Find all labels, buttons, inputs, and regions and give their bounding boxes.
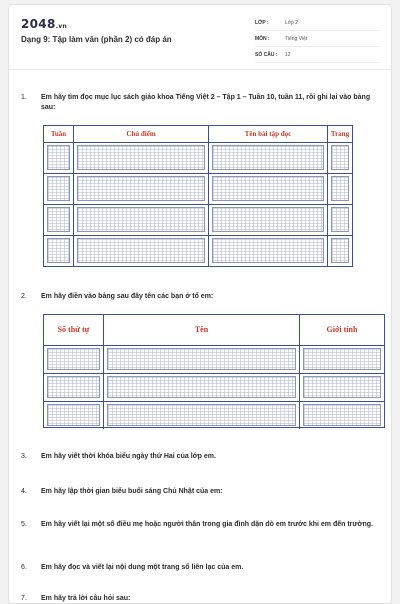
table-cell[interactable] (44, 401, 104, 429)
meta-key: SỐ CÂU : (255, 51, 278, 58)
table-cell[interactable] (209, 173, 328, 204)
question-number: 7. (21, 595, 27, 602)
writing-grid (77, 238, 205, 263)
writing-grid (47, 238, 70, 263)
table-cell[interactable] (44, 204, 74, 235)
table-cell[interactable] (300, 373, 384, 401)
question-4 (21, 487, 381, 499)
writing-grid (212, 176, 324, 201)
writing-grid (212, 145, 324, 170)
column-header-index: Số thứ tự (44, 315, 104, 345)
writing-grid (212, 207, 324, 232)
table-cell[interactable] (44, 142, 74, 173)
table-cell[interactable] (300, 401, 384, 429)
table-row (44, 204, 352, 236)
writing-grid (107, 404, 296, 426)
writing-grid (47, 348, 100, 370)
writing-grid (331, 176, 349, 201)
question-text: Em hãy viết lại một số điều mẹ hoặc người thân trong gia đình dặn dò em trước khi em đến trường. (41, 521, 373, 528)
writing-grid (107, 348, 296, 370)
table-row (44, 373, 384, 402)
writing-grid (47, 376, 100, 398)
question-text: Em hãy tìm đọc mục lục sách giáo khoa Tiếng Việt 2 – Tập 1 – Tuần 10, tuần 11, rồi ghi lại vào bảng sau: (41, 94, 371, 111)
writing-grid (303, 404, 381, 426)
writing-grid (303, 376, 381, 398)
question-6 (21, 563, 381, 575)
writing-grid (107, 376, 296, 398)
table-cell[interactable] (209, 142, 328, 173)
table-cell[interactable] (328, 235, 352, 266)
column-header-gender: Giới tính (326, 325, 358, 334)
meta-row-subject (255, 31, 381, 47)
table-row (44, 142, 352, 174)
writing-grid (47, 145, 70, 170)
document-page (8, 4, 392, 604)
table-row (44, 173, 352, 205)
writing-grid (47, 404, 100, 426)
table-cell[interactable] (209, 235, 328, 266)
table-cell[interactable] (74, 235, 209, 266)
question-number: 1. (21, 94, 27, 101)
table-cell[interactable] (44, 345, 104, 373)
question-number: 6. (21, 564, 27, 571)
question-text: Em hãy viết thời khóa biểu ngày thứ Hai của lớp em. (41, 453, 216, 460)
writing-grid (77, 176, 205, 201)
writing-grid (47, 176, 70, 201)
meta-key: MÔN : (255, 35, 270, 42)
writing-grid (212, 238, 324, 263)
table-cell[interactable] (104, 401, 300, 429)
document-header (9, 5, 391, 70)
meta-row-class (255, 15, 381, 31)
question-2 (21, 292, 381, 304)
writing-grid (47, 207, 70, 232)
question-text: Em hãy trả lời câu hỏi sau: (41, 595, 131, 602)
meta-value: Lớp 2 (285, 19, 299, 26)
column-header-page: Trang (330, 130, 350, 138)
table-row (44, 235, 352, 266)
question-3 (21, 452, 381, 464)
question-number: 3. (21, 453, 27, 460)
table-cell[interactable] (44, 373, 104, 401)
question-7 (21, 594, 381, 604)
site-logo[interactable]: 2048.vn (21, 17, 67, 31)
column-header-week: Tuần (44, 126, 74, 142)
meta-row-count (255, 47, 381, 63)
table-cell[interactable] (300, 345, 384, 373)
meta-value: 12 (285, 51, 291, 58)
meta-key: LỚP : (255, 19, 269, 26)
question-5 (21, 520, 381, 542)
question-number: 5. (21, 521, 27, 528)
writing-grid (77, 207, 205, 232)
table-1 (43, 125, 353, 267)
table-cell[interactable] (328, 204, 352, 235)
meta-info (255, 15, 381, 63)
page-title: Dạng 9: Tập làm văn (phần 2) có đáp án (21, 35, 172, 44)
table-cell[interactable] (104, 345, 300, 373)
table-header (44, 126, 352, 143)
table-row (44, 345, 384, 374)
writing-grid (331, 207, 349, 232)
table-cell[interactable] (44, 173, 74, 204)
meta-value: Tiếng Việt (285, 35, 308, 42)
question-text: Em hãy điền vào bảng sau đây tên các bạn ở tổ em: (41, 293, 214, 300)
table-row (44, 401, 384, 429)
table-cell[interactable] (74, 204, 209, 235)
writing-grid (303, 348, 381, 370)
table-cell[interactable] (209, 204, 328, 235)
question-number: 2. (21, 293, 27, 300)
question-1 (21, 93, 381, 115)
table-cell[interactable] (104, 373, 300, 401)
table-header (44, 315, 384, 346)
column-header-lesson: Tên bài tập đọc (209, 126, 328, 142)
question-text: Em hãy lập thời gian biểu buổi sáng Chủ Nhật của em: (41, 488, 223, 495)
question-number: 4. (21, 488, 27, 495)
writing-grid (331, 145, 349, 170)
question-text: Em hãy đọc và viết lại nội dung một trang sổ liên lạc của em. (41, 564, 244, 571)
table-cell[interactable] (328, 142, 352, 173)
table-cell[interactable] (74, 142, 209, 173)
table-cell[interactable] (328, 173, 352, 204)
table-cell[interactable] (44, 235, 74, 266)
writing-grid (331, 238, 349, 263)
column-header-name: Tên (104, 315, 300, 345)
table-2 (43, 314, 385, 428)
writing-grid (77, 145, 205, 170)
table-cell[interactable] (74, 173, 209, 204)
column-header-topic: Chủ điểm (74, 126, 209, 142)
